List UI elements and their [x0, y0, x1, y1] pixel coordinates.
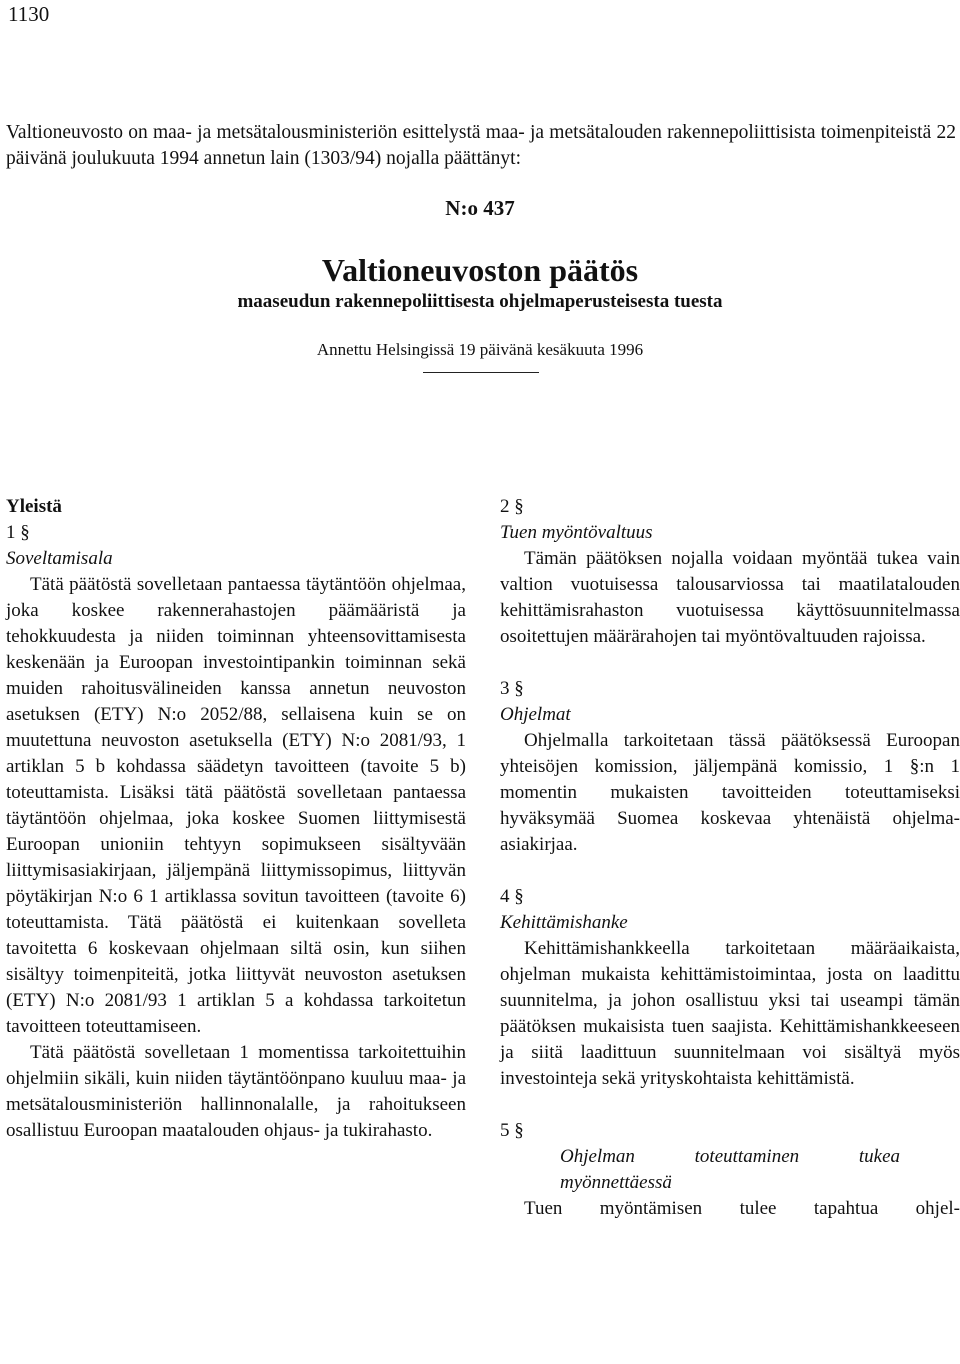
- section-1-paragraph-1: Tätä päätöstä sovelletaan pantaessa täytäntöön ohjelmaa, joka koskee rakennerahastojen päämääristä ja tehokkuudesta ja niiden toiminnan yhteensovittamisesta keskenään ja Euroopan investointipankin toiminnan sekä muiden rahoitusvälineiden kanssa annetun neuvoston asetuksen (ETY) N:o 2052/88, sellaisena kuin se on muutettuna neuvoston asetuksella (ETY) N:o 2081/93, 1 artiklan 5 b kohdassa säädetyn tavoitteen (tavoite 5 b) toteuttamista. Lisäksi tätä päätöstä sovelletaan pantaessa täytäntöön ohjelmaa, joka koskee Suomen liittymisestä Euroopan unioniin tehtyyn sopimukseen sisältyvään liittymisasiakirjaan, jäljempänä liittymissopimus, liittyvän pöytäkirjan N:o 6 1 artiklassa sovitun tavoitteen (tavoite 6) toteuttamista. Tätä päätöstä ei kuitenkaan sovelleta tavoitetta 6 koskevaan ohjelmaan siltä osin, kun siihen sisältyy toimenpiteitä, jotka liittyvät neuvoston asetuksen (ETY) N:o 2081/93 1 artiklan 5 a kohdassa tarkoitetun tavoitteen toteuttamiseen.: [6, 574, 466, 1037]
- left-column: [6, 494, 466, 1144]
- preamble-text: [6, 120, 956, 172]
- page-title: Valtioneuvoston päätös: [321, 252, 639, 288]
- section-5-text: Tuen myöntämisen tulee tapahtua ohjel-: [524, 1198, 960, 1219]
- right-column: [500, 494, 960, 1222]
- section-2-number: 2 §: [500, 496, 524, 517]
- section-5-number: 5 §: [500, 1120, 524, 1141]
- section-4-number: 4 §: [500, 886, 524, 907]
- heading-general: Yleistä: [6, 496, 62, 517]
- section-5-title: Ohjelman toteuttaminen tukea myönnettäessä: [560, 1146, 900, 1193]
- preamble-paragraph: Valtioneuvosto on maa- ja metsätalousministeriön esittelystä maa- ja metsätalouden rakennepoliittisista toimenpiteistä 22 päivänä joulukuuta 1994 annetun lain (1303/94) nojalla päättänyt:: [6, 122, 956, 169]
- section-4-title: Kehittämishanke: [500, 912, 628, 933]
- page-number: 1130: [8, 2, 50, 26]
- section-3-text: Ohjelmalla tarkoitetaan tässä päätöksessä Euroopan yhteisöjen komission, jäljempänä komissio, 1 §:n 1 momentin mukaisten tavoitteiden toteuttamiseksi hyväksymää Suomea koskevaa yhtenäistä ohjelma-asiakirjaa.: [500, 730, 960, 855]
- decree-number: N:o 437: [445, 196, 515, 220]
- section-1-title: Soveltamisala: [6, 548, 113, 569]
- section-2-title: Tuen myöntövaltuus: [500, 522, 653, 543]
- given-date-line: Annettu Helsingissä 19 päivänä kesäkuuta 1996: [316, 340, 644, 359]
- title-divider: [423, 372, 539, 373]
- section-2-text: Tämän päätöksen nojalla voidaan myöntää tukea vain valtion vuotuisessa talousarviossa tai maatilatalouden kehittämisrahaston vuotuisessa käyttösuunnitelmassa osoitettujen määrärahojen tai myöntövaltuuden rajoissa.: [500, 548, 960, 647]
- page-subtitle: maaseudun rakennepoliittisesta ohjelmaperusteisesta tuesta: [237, 291, 723, 312]
- section-3-title: Ohjelmat: [500, 704, 571, 725]
- section-1-paragraph-2: Tätä päätöstä sovelletaan 1 momentissa tarkoitettuihin ohjelmiin sikäli, kuin niiden täytäntöönpano kuuluu maa- ja metsätalousministeriön hallinnonalalle, ja rahoitukseen osallistuu Euroopan maatalouden ohjaus- ja tukirahasto.: [6, 1042, 466, 1141]
- section-4-text: Kehittämishankkeella tarkoitetaan määräaikaista, ohjelman mukaista kehittämistoimintaa, josta on laadittu suunnitelma, ja johon osallistuu yksi tai useampi tämän päätöksen mukaisista tuen saajista. Kehittämishankkeeseen ja siitä laadittuun suunnitelmaan voi sisältyä myös investointeja sekä yrityskohtaista kehittämistä.: [500, 938, 960, 1089]
- section-3-number: 3 §: [500, 678, 524, 699]
- section-1-number: 1 §: [6, 522, 30, 543]
